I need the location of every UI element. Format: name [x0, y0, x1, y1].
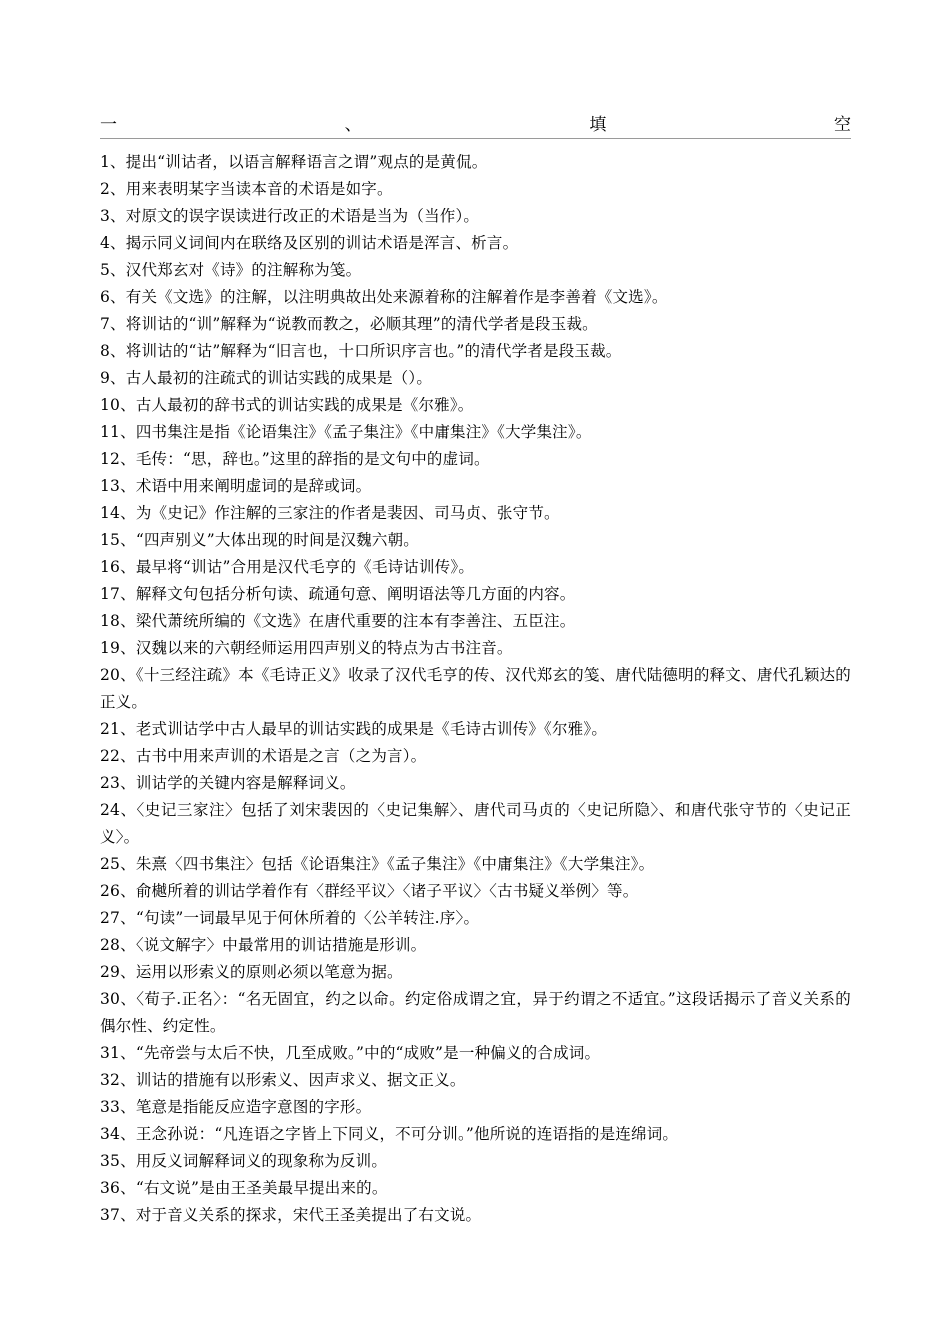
question-item: 35、用反义词解释词义的现象称为反训。 [100, 1152, 388, 1170]
question-item: 26、俞樾所着的训诂学着作有〈群经平议〉〈诸子平议〉〈古书疑义举例〉等。 [100, 882, 639, 900]
question-item: 25、朱熹〈四书集注〉包括《论语集注》《孟子集注》《中庸集注》《大学集注》。 [100, 855, 655, 873]
question-item: 17、解释文句包括分析句读、疏通句意、阐明语法等几方面的内容。 [100, 585, 576, 603]
question-item: 2、用来表明某字当读本音的术语是如字。 [100, 180, 393, 198]
question-item: 10、古人最初的辞书式的训诂实践的成果是《尔雅》。 [100, 396, 474, 414]
question-item: 6、有关《文选》的注解，以注明典故出处来源着称的注解着作是李善着《文选》。 [100, 288, 668, 306]
heading-char: 填 [589, 115, 607, 135]
heading-char: 、 [344, 115, 362, 135]
document-page [100, 112, 851, 1229]
question-item: 7、将训诂的“训”解释为“说教而教之，必顺其理”的清代学者是段玉裁。 [100, 315, 598, 333]
question-item: 15、“四声别义”大体出现的时间是汉魏六朝。 [100, 531, 419, 549]
question-item: 31、“先帝尝与太后不快，几至成败。”中的“成败”是一种偏义的合成词。 [100, 1044, 601, 1062]
question-item: 27、“句读”一词最早见于何休所着的〈公羊转注.序〉。 [100, 909, 480, 927]
question-item: 34、王念孙说：“凡连语之字皆上下同义，不可分训。”他所说的连语指的是连绵词。 [100, 1125, 679, 1143]
question-item: 24、〈史记三家注〉包括了刘宋裴因的〈史记集解〉、唐代司马贞的〈史记所隐〉、和唐代张守节的〈史记正义〉。 [100, 801, 851, 846]
question-item: 9、古人最初的注疏式的训诂实践的成果是（）。 [100, 369, 433, 387]
question-item: 23、训诂学的关键内容是解释词义。 [100, 774, 356, 792]
question-item: 5、汉代郑玄对《诗》的注解称为笺。 [100, 261, 362, 279]
question-item: 20、《十三经注疏》本《毛诗正义》收录了汉代毛亨的传、汉代郑玄的笺、唐代陆德明的释文、唐代孔颖达的正义。 [100, 666, 851, 711]
question-item: 21、老式训诂学中古人最早的训诂实践的成果是《毛诗古训传》《尔雅》。 [100, 720, 608, 738]
question-item: 37、对于音义关系的探求，宋代王圣美提出了右文说。 [100, 1206, 482, 1224]
section-heading [100, 112, 851, 139]
question-item: 36、“右文说”是由王圣美最早提出来的。 [100, 1179, 388, 1197]
question-item: 4、揭示同义词间内在联络及区别的训诂术语是浑言、析言。 [100, 234, 519, 252]
question-item: 29、运用以形索义的原则必须以笔意为据。 [100, 963, 403, 981]
question-item: 3、对原文的误字误读进行改正的术语是当为（当作）。 [100, 207, 480, 225]
heading-char: 一 [100, 115, 117, 135]
question-item: 1、提出“训诂者，以语言解释语言之谓”观点的是黄侃。 [100, 153, 488, 171]
question-item: 28、〈说文解字〉中最常用的训诂措施是形训。 [100, 936, 427, 954]
heading-char: 空 [833, 115, 851, 135]
question-item: 11、四书集注是指《论语集注》《孟子集注》《中庸集注》《大学集注》。 [100, 423, 592, 441]
question-item: 22、古书中用来声训的术语是之言（之为言）。 [100, 747, 427, 765]
question-item: 18、梁代萧统所编的《文选》在唐代重要的注本有李善注、五臣注。 [100, 612, 576, 630]
question-item: 33、笔意是指能反应造字意图的字形。 [100, 1098, 372, 1116]
question-item: 14、为《史记》作注解的三家注的作者是裴因、司马贞、张守节。 [100, 504, 560, 522]
question-item: 32、训诂的措施有以形索义、因声求义、据文正义。 [100, 1071, 466, 1089]
question-list [100, 149, 851, 1229]
question-item: 19、汉魏以来的六朝经师运用四声别义的特点为古书注音。 [100, 639, 513, 657]
question-item: 30、〈荀子.正名〉：“名无固宜，约之以命。约定俗成谓之宜，异于约谓之不适宜。”这段话揭示了音义关系的偶尔性、约定性。 [100, 990, 851, 1035]
question-item: 8、将训诂的“诂”解释为“旧言也，十口所识序言也。”的清代学者是段玉裁。 [100, 342, 622, 360]
question-item: 12、毛传：“思，辞也。”这里的辞指的是文句中的虚词。 [100, 450, 490, 468]
question-item: 13、术语中用来阐明虚词的是辞或词。 [100, 477, 372, 495]
question-item: 16、最早将“训诂”合用是汉代毛亨的《毛诗诂训传》。 [100, 558, 475, 576]
